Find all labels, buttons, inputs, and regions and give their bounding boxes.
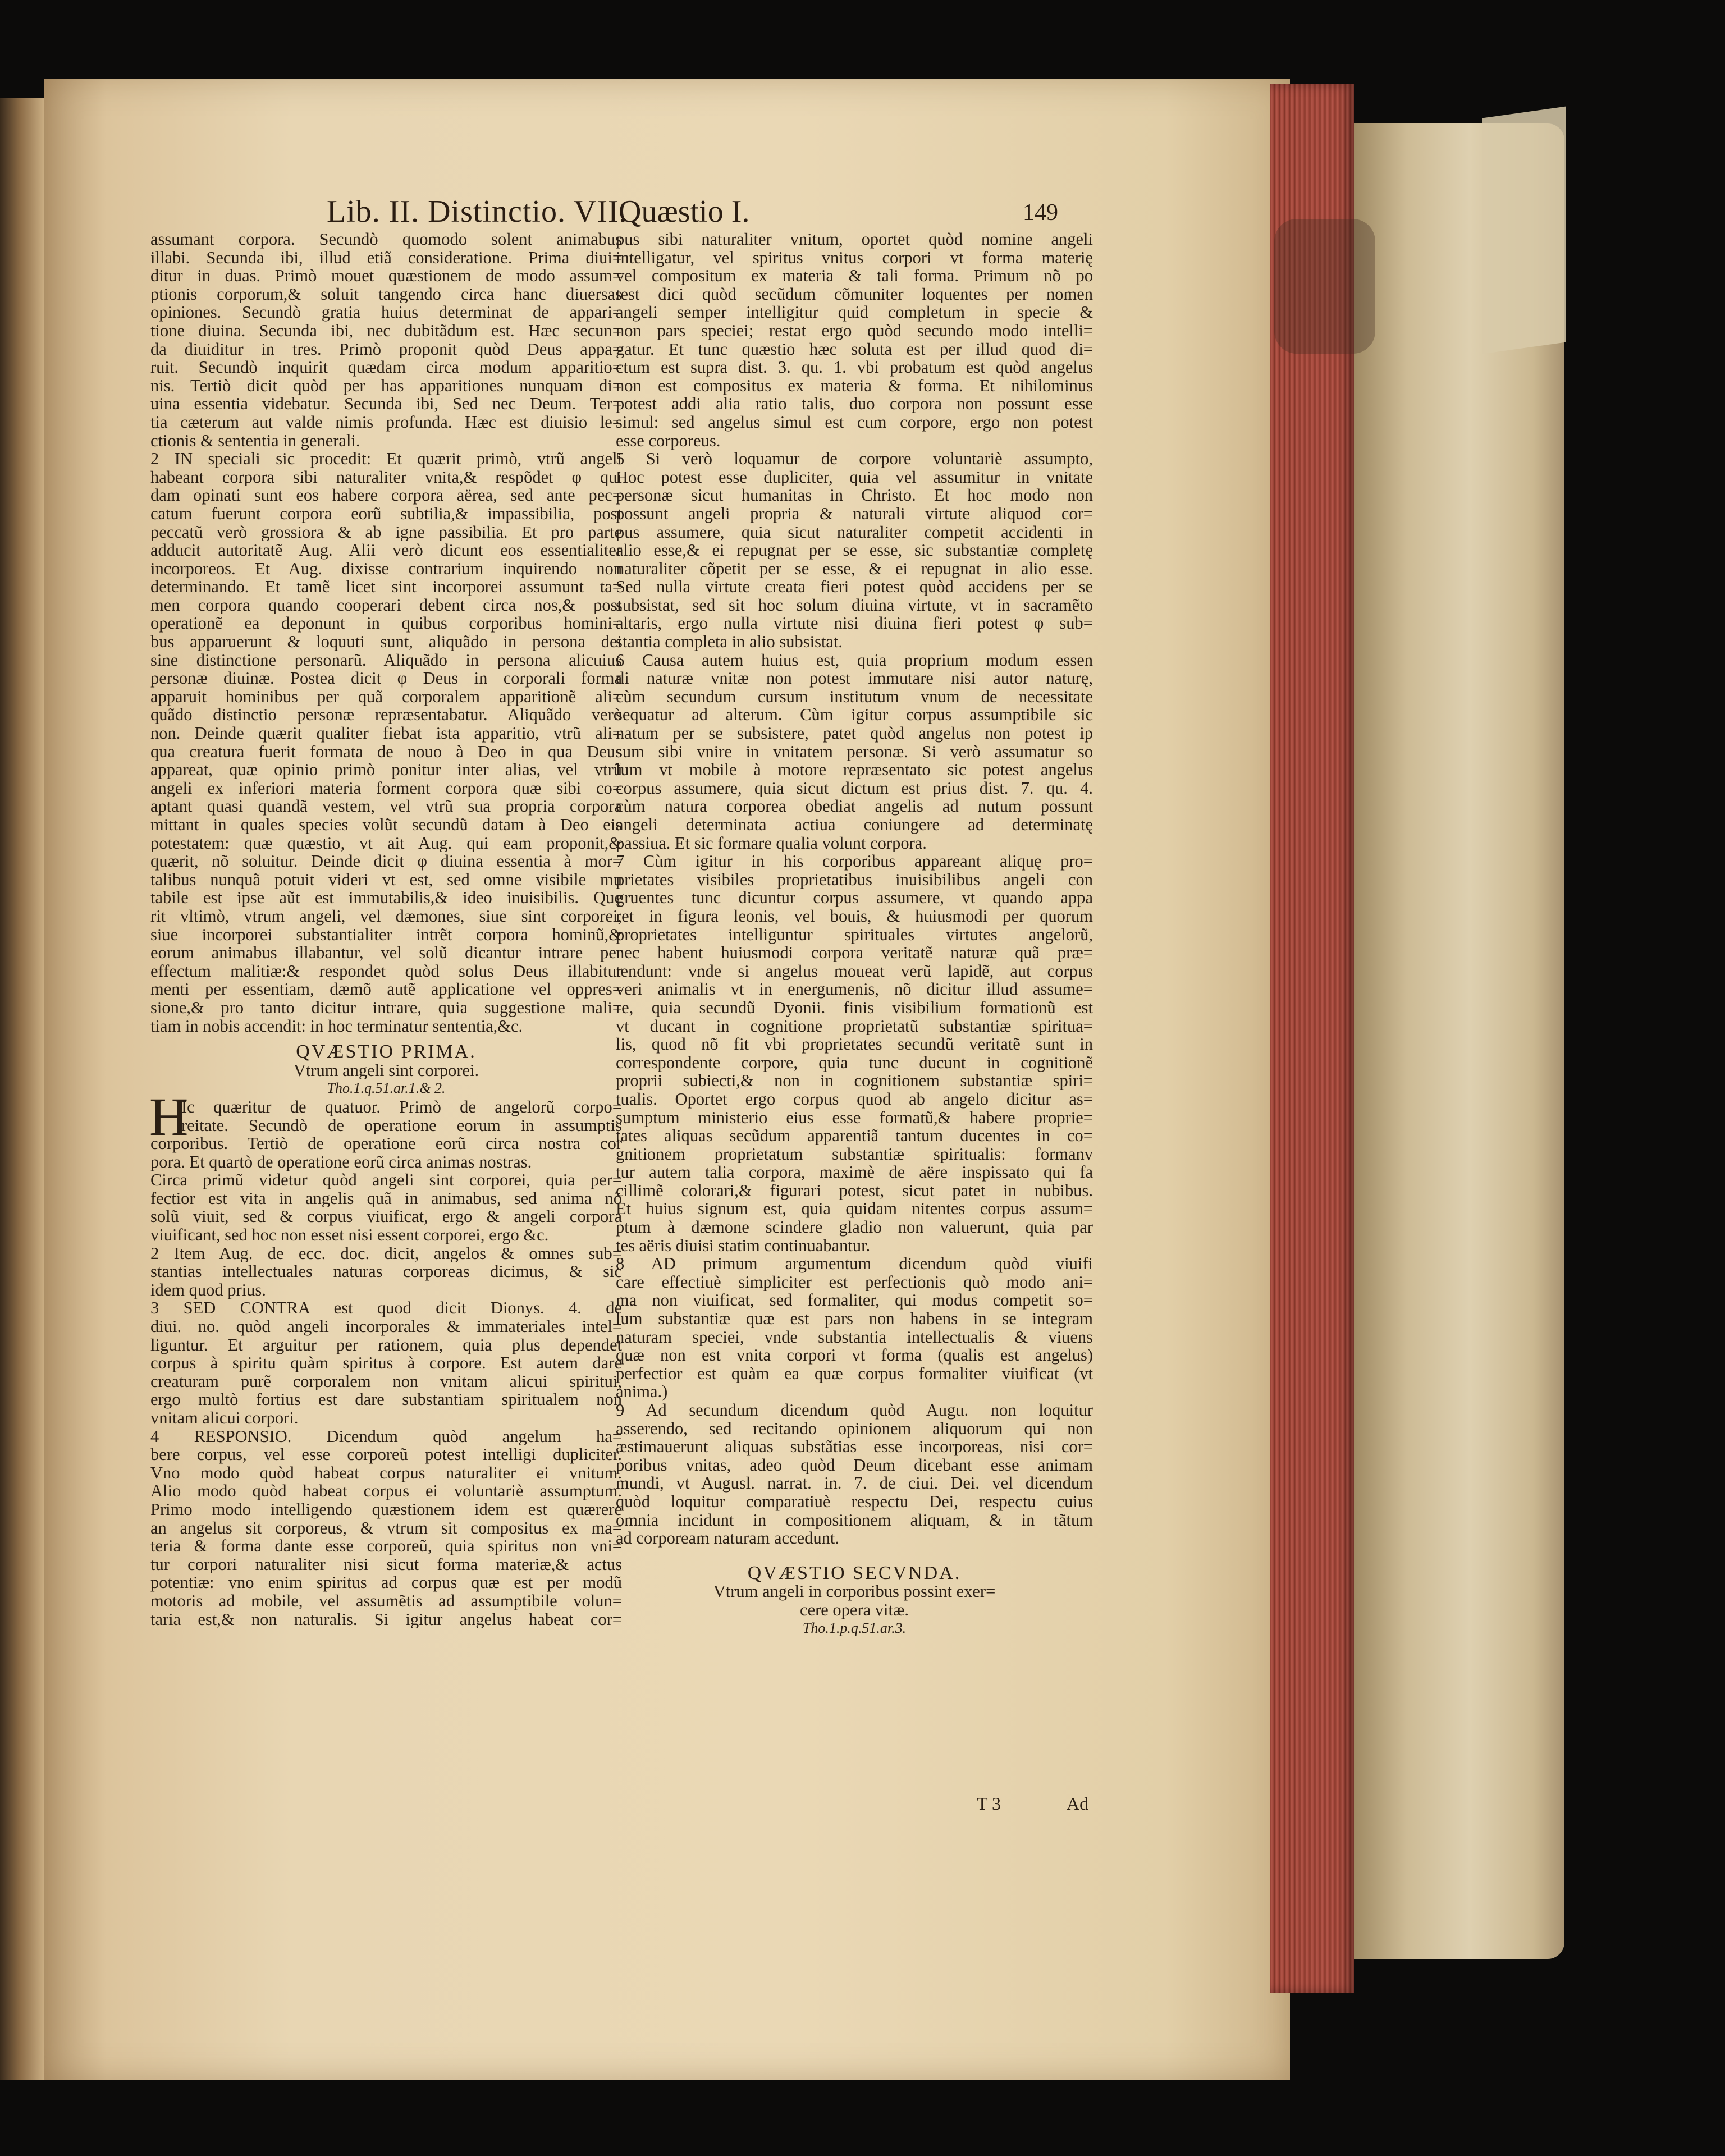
- text-line: ctum est supra dist. 3. qu. 1. vbi probatum est quòd angelus: [616, 358, 1093, 377]
- text-line: corporibus. Tertiò de operatione eorũ circa nostra cor: [150, 1134, 622, 1153]
- text-line: nec habent huiusmodi corpora veritatẽ naturæ quã præ=: [616, 944, 1093, 962]
- text-line: 9 Ad secundum dicendum quòd Augu. non loquitur: [616, 1401, 1093, 1420]
- question-subheading: cere opera vitæ.: [800, 1600, 909, 1619]
- signature-mark: T 3: [977, 1793, 1001, 1814]
- text-line: possunt angeli propria & naturali virtute aliquod cor=: [616, 504, 1093, 523]
- question-heading: QVÆSTIO PRIMA.: [296, 1043, 477, 1061]
- drop-cap: H: [149, 1087, 189, 1147]
- text-line: perfectior est quàm ea quæ corpus formaliter viuificat (vt: [616, 1364, 1093, 1383]
- text-line: omnia incidunt in compositionem aliquam, & in tãtum: [616, 1510, 1093, 1530]
- text-line: stantia completa in alio subsistat.: [616, 633, 843, 651]
- text-line: natum per se subsistere, patet quòd angelus non potest ip: [616, 724, 1093, 743]
- text-line: taria est,& non naturalis. Si igitur angelus habeat cor=: [150, 1610, 622, 1629]
- text-line: aptant quasi quandã vestem, vel vtrũ sua propria corpora: [150, 797, 622, 816]
- text-line: cillimẽ colorari,& figurari potest, sicut patet in nubibus.: [616, 1181, 1093, 1200]
- library-stamp: [1274, 219, 1375, 354]
- text-line: lum vt mobile à motore repræsentato sic potest angelus: [616, 761, 1093, 779]
- text-line: personæ diuinæ. Postea dicit φ Deus in corporali forma: [150, 669, 622, 688]
- question-reference: Tho.1.p.q.51.ar.3.: [802, 1619, 907, 1636]
- text-line: vel compositum ex materia & tali forma. Primum nõ po: [616, 267, 1093, 285]
- text-line: opiniones. Secundò gratia huius determinat de appari=: [150, 303, 622, 322]
- text-line: stantias intellectuales naturas corporeas dicimus, & sic: [150, 1262, 622, 1281]
- book-spine-left: [0, 98, 44, 2080]
- text-line: gruentes tunc dicuntur corpus assumere, vt quando appa: [616, 889, 1093, 907]
- text-line: diui. no. quòd angeli incorporales & immateriales intel=: [150, 1317, 622, 1336]
- text-line: bus apparuerunt & loquuti sunt, aliquãdo in persona dei: [150, 633, 622, 651]
- text-line: Ic quæritur de quatuor. Primò de angelorũ corpo=: [181, 1097, 622, 1116]
- text-line: dam opinati sunt eos habere corpora aërea, sed ante pec=: [150, 486, 622, 505]
- left-column: [150, 230, 622, 1628]
- vellum-flap: [1482, 106, 1566, 354]
- text-line: Hoc potest esse dupliciter, quia vel assumitur in vnitate: [616, 468, 1093, 487]
- text-line: catum fuerunt corpora eorũ subtilia,& impassibilia, post: [150, 504, 622, 523]
- text-line: naturaliter cõpetit per se esse, & ei repugnat in alio esse.: [616, 559, 1093, 578]
- text-line: Alio modo quòd habeat corpus ei voluntariè assumptum.: [150, 1482, 622, 1500]
- text-line: ptionis corporum,& soluit tangendo circa hanc diuersas: [150, 285, 622, 304]
- text-line: passiua. Et sic formare qualia volunt corpora.: [616, 834, 927, 853]
- text-line: mundi, vt Augusl. narrat. in. 7. de ciui. Dei. vel dicendum: [616, 1474, 1093, 1493]
- text-line: incorporeos. Et Aug. dixisse contrarium inquirendo non: [150, 559, 622, 578]
- question-reference: Tho.1.q.51.ar.1.& 2.: [327, 1080, 446, 1097]
- text-line: re, quia secundũ Dyonii. finis visibilium formationũ est: [616, 998, 1093, 1017]
- text-line: quòd loquitur comparatiuè respectu Dei, respectu cuius: [616, 1492, 1093, 1511]
- text-line: ret in figura leonis, vel bouis, & huiusmodi per quorum: [616, 907, 1093, 926]
- text-line: lis, quod nõ fit vbi proprietates secundũ veritatẽ sunt in: [616, 1035, 1093, 1054]
- text-line: angeli semper intelligitur quid completum in specie &: [616, 303, 1093, 322]
- text-line: creaturam purẽ corporalem non vnitam alicui spiritui,: [150, 1372, 622, 1391]
- text-line: adducit autoritatẽ Aug. Alii verò dicunt eos essentialiter: [150, 541, 622, 560]
- text-line: solũ viuit, sed & corpus viuificat, ergo & angeli corpora: [150, 1207, 622, 1226]
- text-line: sequatur ad alterum. Cùm igitur corpus assumptibile sic: [616, 706, 1093, 725]
- text-line: tiam in nobis accendit: in hoc terminatur sententia,&c.: [150, 1017, 523, 1036]
- text-line: ctionis & sententia in generali.: [150, 431, 360, 450]
- text-line: Et huius signum est, quia quidam nitentes corpus assum=: [616, 1200, 1093, 1219]
- text-line: siue incorporei substantialiter intrẽt corpora hominũ,&: [150, 925, 622, 944]
- text-line: test dici quòd secũdum cõmuniter loquentes per nomen: [616, 285, 1093, 304]
- question-subheading: Vtrum angeli sint corporei.: [293, 1061, 479, 1080]
- text-line: 5 Si verò loquamur de corpore voluntariè assumpto,: [616, 450, 1093, 468]
- text-line: quãdo distinctio personæ repræsentabatur. Aliquãdo verò: [150, 706, 622, 725]
- text-line: 3 SED CONTRA est quod dicit Dionys. 4. de: [150, 1299, 622, 1318]
- text-line: habeant corpora sibi naturaliter vnita,& respõdet φ qui: [150, 468, 622, 487]
- text-line: vt ducant in cognitione proprietatũ substantiæ spiritua=: [616, 1017, 1093, 1036]
- text-line: pus sibi naturaliter vnitum, oportet quòd nomine angeli: [616, 230, 1093, 249]
- text-line: potentiæ: vno enim spiritus ad corpus quæ est per modũ: [150, 1573, 622, 1592]
- text-line: ad corpoream naturam accedunt.: [616, 1529, 839, 1548]
- text-line: simul: sed angelus simul est cum corpore, ergo non potest: [616, 413, 1093, 432]
- text-line: tabile est ipse aũt est immutabilis,& ideo inuisibilis. Quę: [150, 889, 622, 907]
- question-subheading: Vtrum angeli in corporibus possint exer=: [713, 1582, 996, 1601]
- text-line: tur corpori naturaliter nisi sicut forma materiæ,& actus: [150, 1555, 622, 1574]
- text-line: Sed nulla virtute creata fieri potest quòd accidens per se: [616, 578, 1093, 596]
- text-line: veri animalis vt in energumenis, nõ dicitur illud assume=: [616, 980, 1093, 999]
- text-line: effectum malitiæ:& respondet quòd solus Deus illabitur: [150, 962, 622, 981]
- text-line: fectior est vita in angelis quã in animabus, sed anima nõ: [150, 1189, 622, 1208]
- text-line: gnitionem proprietatum substantiæ spiritualis: formanv: [616, 1145, 1093, 1164]
- vellum-binding: [1354, 123, 1564, 1959]
- text-line: personæ sicut humanitas in Christo. Et hoc modo non: [616, 486, 1093, 505]
- text-line: Vno modo quòd habeat corpus naturaliter ei vnitum.: [150, 1463, 622, 1482]
- text-line: bere corpus, vel esse corporeũ potest intelligi dupliciter.: [150, 1445, 622, 1464]
- text-line: sine distinctione personarũ. Aliquãdo in persona alicuius: [150, 651, 622, 670]
- text-line: potestatem: quæ quæstio, vt ait Aug. qui eam proponit,&: [150, 834, 622, 853]
- text-line: sum sibi vnire in vnitatem personæ. Si verò assumatur so: [616, 742, 1093, 761]
- red-fore-edge: [1270, 84, 1354, 1993]
- text-line: da diuiditur in tres. Primò proponit quòd Deus appa=: [150, 340, 622, 359]
- text-line: uina essentia videbatur. Secunda ibi, Sed nec Deum. Ter=: [150, 395, 622, 413]
- text-line: nis. Tertiò dicit quòd per has apparitiones nunquam di=: [150, 376, 622, 395]
- text-line: 2 Item Aug. de ecc. doc. dicit, angelos & omnes sub=: [150, 1244, 622, 1263]
- text-line: asserendo, sed recitando opinionem aliquorum qui non: [616, 1419, 1093, 1438]
- text-line: gatur. Et tunc quæstio hæc soluta est per illud quod di=: [616, 340, 1093, 359]
- text-line: proprii subiecti,& non in cognitionem substantiæ spiri=: [616, 1072, 1093, 1090]
- text-line: illabi. Secunda ibi, illud etiã consideratione. Prima diui=: [150, 248, 622, 267]
- text-line: tualis. Oportet ergo corpus quod ab angelo dicitur as=: [616, 1090, 1093, 1109]
- text-line: tates aliquas secũdum apparentiã tantum ducentes in co=: [616, 1127, 1093, 1145]
- text-line: eorum animabus illabantur, vel solũ dicantur intrare per: [150, 944, 622, 962]
- text-line: ptum à dæmone scindere gladio non valuerunt, quia par: [616, 1218, 1093, 1237]
- text-line: esse corporeus.: [616, 431, 721, 450]
- page-number: 149: [1023, 200, 1058, 226]
- text-line: 4 RESPONSIO. Dicendum quòd angelum ha=: [150, 1427, 622, 1446]
- text-line: æstimauerunt aliquas substãtias esse incorporeas, nisi cor=: [616, 1438, 1093, 1456]
- text-line: rit vltimò, vtrum angeli, vel dæmones, siue sint corporei,: [150, 907, 622, 926]
- text-line: 2 IN speciali sic procedit: Et quærit primò, vtrũ angeli: [150, 450, 622, 468]
- text-line: non. Deinde quærit qualiter fiebat ista apparitio, vtrũ ali=: [150, 724, 622, 743]
- text-line: anima.): [616, 1383, 668, 1401]
- text-line: corpus à spiritu quàm spiritus à corpore. Est autem dare: [150, 1354, 622, 1372]
- text-line: alio esse,& ei repugnat per se esse, sic substantiæ completę: [616, 541, 1093, 560]
- text-line: naturam speciei, vnde substantia intellectualis & viuens: [616, 1328, 1093, 1347]
- text-line: non est compositus ex materia & forma. Et nihilominus: [616, 376, 1093, 395]
- text-line: 7 Cùm igitur in his corporibus appareant aliquę pro=: [616, 852, 1093, 871]
- text-line: motoris ad mobile, vel assumẽtis ad assumptibile volun=: [150, 1591, 622, 1610]
- text-line: intelligatur, vel spiritus vnitus corpori vt forma materię: [616, 248, 1093, 267]
- right-column: [616, 230, 1093, 1637]
- text-line: talibus nunquã potuit videri vt est, sed omne visibile mu: [150, 870, 622, 889]
- text-line: tia cæterum aut valde nimis profunda. Hæc est diuisio le=: [150, 413, 622, 432]
- text-line: liguntur. Et arguitur per rationem, quia plus dependet: [150, 1335, 622, 1354]
- text-line: angeli determinata actiua coniungere ad determinatę: [616, 816, 1093, 834]
- text-line: non pars speciei; restat ergo quòd secundo modo intelli=: [616, 321, 1093, 340]
- text-line: altaris, ergo nulla virtute nisi diuina fieri potest φ sub=: [616, 614, 1093, 633]
- text-line: care effectiuè simpliciter est perfectionis quò modo ani=: [616, 1272, 1093, 1292]
- text-line: 8 AD primum argumentum dicendum quòd viuifi: [616, 1255, 1093, 1273]
- text-line: subsistat, sed sit hoc solum diuina virtute, vt in sacramẽto: [616, 596, 1093, 615]
- text-line: Primo modo intelligendo quæstionem idem est quærere: [150, 1500, 622, 1519]
- text-line: potest addi alia ratio talis, duo corpora non possunt esse: [616, 395, 1093, 413]
- text-line: quæ non est vnita corpori vt forma (qualis est angelus): [616, 1346, 1093, 1365]
- text-line: ditur in duas. Primò mouet quæstionem de modo assum=: [150, 267, 622, 285]
- text-line: viuificant, sed hoc non esset nisi essent corporei, ergo &c.: [150, 1226, 549, 1244]
- text-line: di naturæ vnitæ non potest immutare nisi autor naturę,: [616, 669, 1093, 688]
- text-line: sione,& pro tanto dicitur intrare, quia suggestione mali=: [150, 998, 622, 1017]
- text-line: pus assumere, quia sicut naturaliter competit accidenti in: [616, 523, 1093, 542]
- text-line: appareat, quæ opinio primò ponitur inter alias, vel vtrũ: [150, 761, 622, 779]
- text-line: tendunt: vnde si angelus moueat verũ lapidẽ, aut corpus: [616, 962, 1093, 981]
- text-line: 6 Causa autem huius est, quia proprium modum essen: [616, 651, 1093, 670]
- text-line: lum substantiæ quæ est pars non habens in se integram: [616, 1310, 1093, 1328]
- text-line: correspondente corpore, quia tunc ducunt in cognitionẽ: [616, 1053, 1093, 1072]
- text-line: ruit. Secundò inquirit quædam circa modum apparitio=: [150, 358, 622, 377]
- text-line: teria & forma dante esse corporeũ, quia spiritus non vni=: [150, 1537, 622, 1555]
- text-line: men corpora quando cooperari debent circa nos,& post: [150, 596, 622, 615]
- text-line: prietates visibiles proprietatibus inuisibilibus angeli con: [616, 870, 1093, 889]
- text-line: tur autem talia corpora, maximè de aëre inspissato qui fa: [616, 1163, 1093, 1182]
- text-line: cùm secundum cursum institutum vnum de necessitate: [616, 687, 1093, 706]
- text-line: ma non viuificat, sed formaliter, qui modus competit so=: [616, 1291, 1093, 1310]
- text-line: operationẽ ea deponunt in quibus corporibus homini=: [150, 614, 622, 633]
- text-line: qua creatura fuerit formata de nouo à Deo in qua Deus: [150, 742, 622, 761]
- text-line: assumant corpora. Secundò quomodo solent animabus: [150, 230, 622, 249]
- text-line: cùm natura corporea obediat angelis ad nutum possunt: [616, 797, 1093, 816]
- running-header-left: Lib. II. Distinctio. VII.: [327, 194, 628, 229]
- text-line: poribus vnitas, adeo quòd Deum dicebant esse animam: [616, 1455, 1093, 1475]
- text-line: Circa primũ videtur quòd angeli sint corporei, quia per=: [150, 1171, 622, 1189]
- text-line: determinando. Et tamẽ licet sint incorporei assumunt ta=: [150, 578, 622, 596]
- text-line: angeli ex inferiori materia forment corpora quæ sibi co=: [150, 779, 622, 798]
- catchword: Ad: [1067, 1793, 1089, 1814]
- text-line: apparuit hominibus per quã corporalem apparitionẽ ali=: [150, 687, 622, 706]
- text-line: idem quod prius.: [150, 1280, 266, 1299]
- text-line: reitate. Secundò de operatione eorum in assumptis: [181, 1116, 622, 1135]
- text-line: tione diuina. Secunda ibi, nec dubitãdum est. Hæc secun=: [150, 321, 622, 340]
- text-line: proprietates intelliguntur spirituales virtutes angelorũ,: [616, 925, 1093, 944]
- text-line: quærit, nõ soluitur. Deinde dicit φ diuina essentia à mor=: [150, 852, 622, 871]
- text-line: sumptum ministerio eius esse formatũ,& habere proprie=: [616, 1108, 1093, 1127]
- text-line: tes aëris diuisi statim continuabantur.: [616, 1236, 871, 1255]
- text-line: mittant in quales species volũt secundũ datam à Deo eis: [150, 816, 622, 834]
- text-line: corpus assumere, quia sicut dictum est prius dist. 7. qu. 4.: [616, 779, 1093, 798]
- running-header-question: Quæstio I.: [619, 194, 750, 229]
- question-heading: QVÆSTIO SECVNDA.: [747, 1564, 962, 1583]
- text-line: menti per essentiam, dæmõ autẽ applicatione vel oppres=: [150, 980, 622, 999]
- text-line: an angelus sit corporeus, & vtrum sit compositus ex ma=: [150, 1518, 622, 1537]
- text-line: ergo multò fortius est dare substantiam spiritualem non: [150, 1390, 622, 1409]
- text-line: pora. Et quartò de operatione eorũ circa animas nostras.: [150, 1152, 532, 1171]
- text-line: vnitam alicui corpori.: [150, 1409, 299, 1427]
- text-line: peccatũ verò grossiora & ab igne passibilia. Et pro parte: [150, 523, 622, 542]
